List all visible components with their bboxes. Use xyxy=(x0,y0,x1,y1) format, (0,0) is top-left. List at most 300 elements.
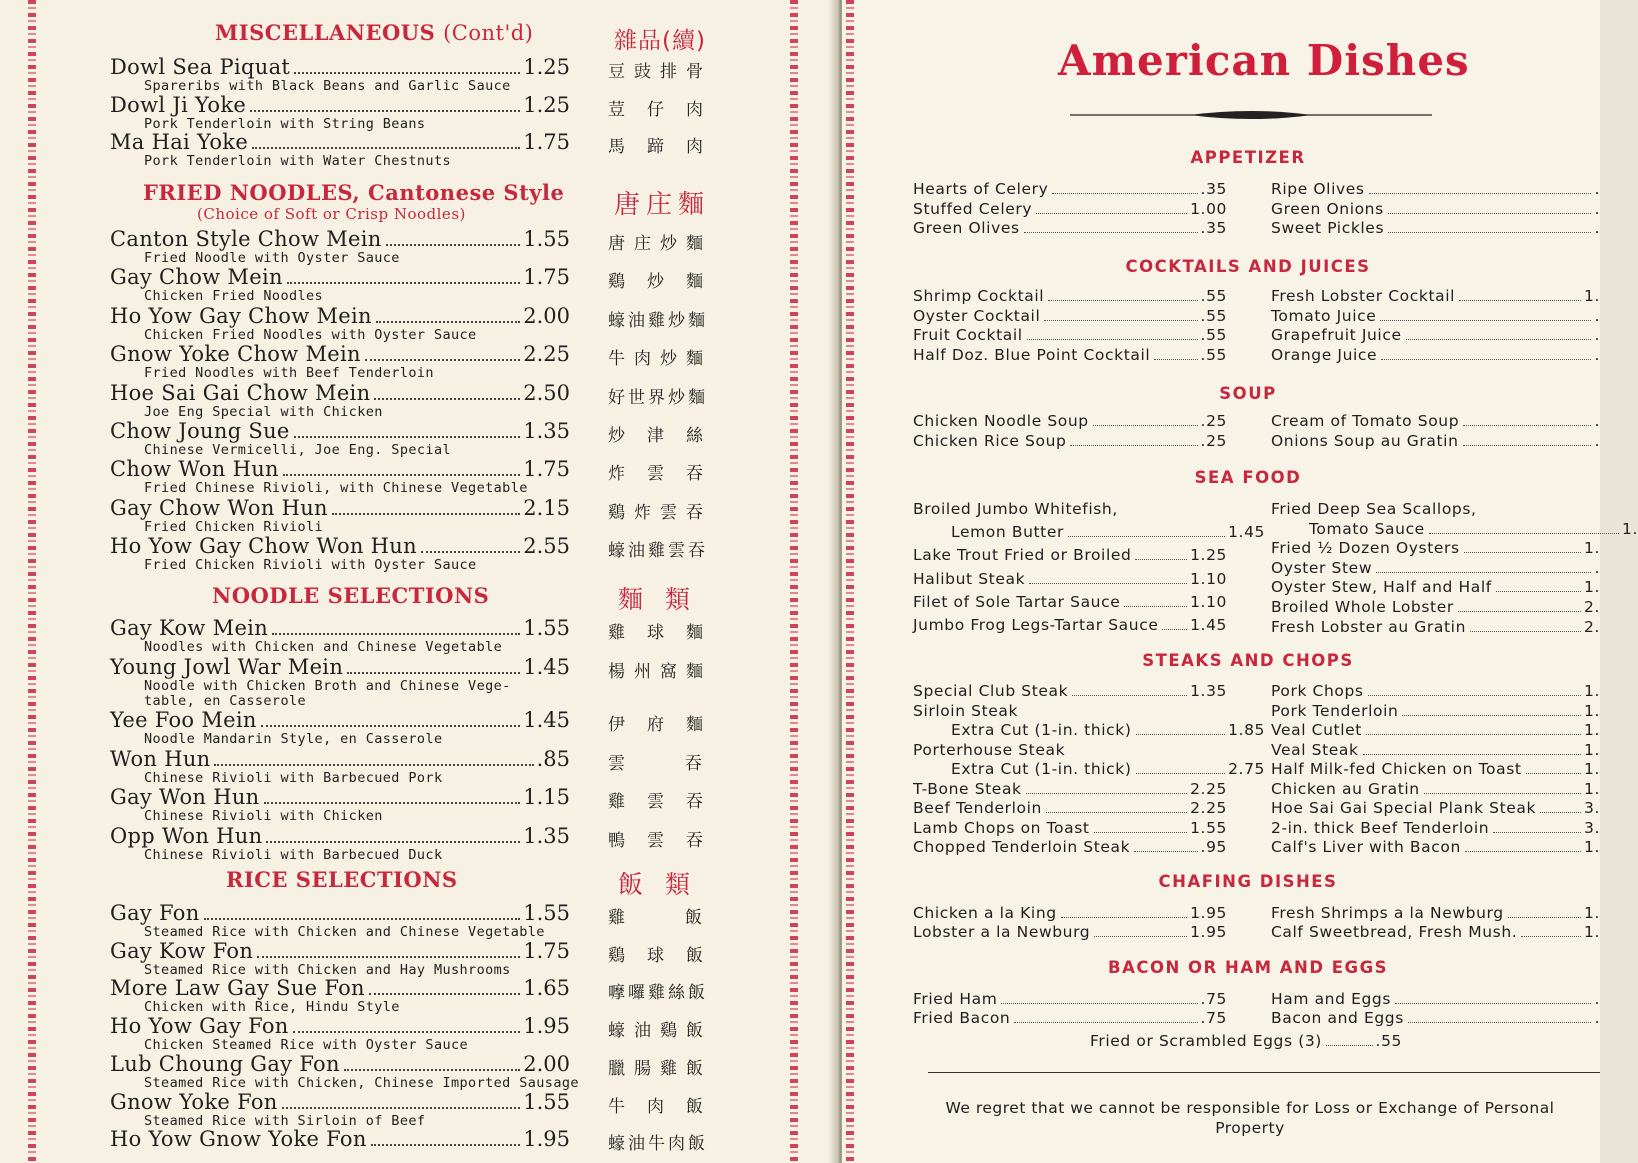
dot-leader xyxy=(421,551,520,553)
dish-name: Opp Won Hun xyxy=(110,823,263,848)
dot-leader xyxy=(282,1107,521,1109)
dish-price: 1. xyxy=(1584,838,1600,856)
menu-item-row xyxy=(110,825,570,848)
menu-item-row xyxy=(110,420,570,443)
dish-chinese-name: 炸雲吞 xyxy=(608,464,725,485)
dish-name: Oyster Cocktail xyxy=(913,306,1041,325)
dish-name: Yee Foo Mein xyxy=(110,708,257,732)
dish-price: 2.50 xyxy=(523,380,570,405)
american-dish xyxy=(1271,618,1600,637)
dish-price: . xyxy=(1594,345,1600,364)
dot-leader xyxy=(1376,572,1591,573)
american-dish xyxy=(1271,760,1600,779)
dish-name: Lobster a la Newburg xyxy=(913,923,1091,941)
menu-item-row xyxy=(110,458,570,481)
dot-leader xyxy=(1368,695,1581,696)
section-heading-seafood: SEA FOOD xyxy=(1194,468,1302,487)
dish-price: . xyxy=(1594,219,1600,237)
dish-price: 1.45 xyxy=(1190,616,1227,634)
dish-chinese-name: 鷄炒麵 xyxy=(608,272,725,293)
menu-item-row xyxy=(110,56,570,79)
dish-description: Chinese Rivioli with Chicken xyxy=(144,808,383,824)
noodle-selections-title: NOODLE SELECTIONS xyxy=(212,583,490,608)
american-dish xyxy=(913,741,1227,760)
dot-leader xyxy=(369,993,520,995)
american-dish xyxy=(1271,904,1600,923)
dish-price: 1.10 xyxy=(1190,569,1227,588)
menu-item xyxy=(110,709,570,747)
american-dish xyxy=(913,200,1227,219)
menu-item xyxy=(110,748,570,786)
dot-leader xyxy=(1094,936,1187,937)
dot-leader xyxy=(294,436,521,438)
menu-item xyxy=(110,497,570,535)
dish-name: Chicken Rice Soup xyxy=(913,432,1067,450)
dish-price: .75 xyxy=(1200,990,1227,1008)
dish-name: Lemon Butter xyxy=(951,523,1064,542)
dot-leader xyxy=(266,841,520,843)
dish-description: Fried Chicken Rivioli with Oyster Sauce xyxy=(144,557,477,574)
dot-leader xyxy=(1408,1022,1592,1023)
dot-leader xyxy=(365,359,520,361)
dish-name: Beef Tenderloin xyxy=(913,799,1042,817)
dish-price: 1. xyxy=(1584,578,1600,597)
dot-leader xyxy=(1465,851,1581,852)
dot-leader xyxy=(1496,591,1581,592)
menu-item-row xyxy=(110,1015,570,1038)
dish-name: Ho Yow Gay Chow Won Hun xyxy=(110,534,417,559)
dish-name: Young Jowl War Mein xyxy=(110,654,344,679)
dish-name: Stuffed Celery xyxy=(913,199,1033,218)
dish-name: Canton Style Chow Mein xyxy=(110,227,382,251)
dish-price: 2.55 xyxy=(523,534,570,559)
dish-price: 1. xyxy=(1584,904,1600,922)
american-dish xyxy=(913,346,1227,365)
dish-chinese-name: 荳仔肉 xyxy=(608,99,725,120)
dish-chinese-name: 雞球麵 xyxy=(608,623,725,643)
dot-leader xyxy=(272,633,520,635)
dot-leader xyxy=(204,918,521,920)
menu-item xyxy=(110,786,570,824)
dot-leader xyxy=(1044,320,1197,321)
american-dish xyxy=(913,838,1227,857)
dish-price: 1. xyxy=(1584,760,1600,778)
dish-price: . xyxy=(1594,1009,1600,1027)
american-dish xyxy=(913,616,1227,635)
dish-chinese-name: 唐庄炒麵 xyxy=(608,234,712,254)
dot-leader xyxy=(1366,734,1581,735)
menu-item-row xyxy=(110,305,570,328)
dish-price: 1.45 xyxy=(1228,523,1265,542)
dish-name: Chow Joung Sue xyxy=(110,419,290,443)
dot-leader xyxy=(1136,734,1226,735)
american-dish xyxy=(913,990,1227,1009)
dot-leader xyxy=(1068,536,1225,537)
dish-price: .75 xyxy=(1200,1009,1227,1027)
dish-description: Noodle Mandarin Style, en Casserole xyxy=(144,731,443,747)
menu-item-row xyxy=(110,902,570,925)
dish-name: Fried or Scrambled Eggs (3) xyxy=(1090,1032,1322,1050)
dish-name: Broiled Jumbo Whitefish, xyxy=(913,500,1118,518)
menu-item xyxy=(110,825,570,863)
dish-chinese-name: 雞飯 xyxy=(608,908,762,928)
american-dish xyxy=(1271,682,1600,701)
dish-name: Ripe Olives xyxy=(1271,180,1365,198)
dish-chinese-name: 馬蹄肉 xyxy=(608,137,725,157)
dot-leader xyxy=(1429,533,1619,534)
dot-leader xyxy=(1369,193,1592,194)
dish-name: Half Milk-fed Chicken on Toast xyxy=(1271,760,1522,778)
dish-name: Gay Won Hun xyxy=(110,785,260,809)
american-dish xyxy=(1271,819,1600,838)
dish-name: Veal Steak xyxy=(1271,740,1359,759)
dish-chinese-name: 蠔油牛肉飯 xyxy=(608,1134,708,1155)
american-dish xyxy=(1271,1009,1600,1028)
dish-name: Gnow Yoke Fon xyxy=(110,1089,278,1114)
menu-item xyxy=(110,535,570,573)
menu-item-row xyxy=(110,1128,570,1151)
dot-leader xyxy=(264,802,521,804)
dish-name: Ho Yow Gay Fon xyxy=(110,1014,289,1039)
dish-price: 1.55 xyxy=(1190,818,1227,837)
dot-leader xyxy=(1388,213,1592,214)
fried-noodles-subtitle: (Choice of Soft or Crisp Noodles) xyxy=(197,205,466,223)
dish-description: Chicken Steamed Rice with Oyster Sauce xyxy=(144,1037,469,1054)
dish-price: . xyxy=(1594,180,1600,198)
dish-name: Special Club Steak xyxy=(913,682,1069,700)
american-dish xyxy=(1271,520,1638,539)
dish-name: Fried Bacon xyxy=(913,1009,1011,1027)
dish-price: 1.95 xyxy=(523,1127,570,1152)
dish-price: 1. xyxy=(1622,519,1638,538)
dish-name: Won Hun xyxy=(110,746,211,771)
dot-leader xyxy=(1026,793,1187,794)
american-dish xyxy=(1271,200,1600,219)
dish-name: Filet of Sole Tartar Sauce xyxy=(913,592,1121,611)
dish-description: Chicken Fried Noodles with Oyster Sauce xyxy=(144,326,477,343)
dish-price: 1.25 xyxy=(1190,546,1227,565)
dot-leader xyxy=(1024,232,1198,233)
dish-price: .55 xyxy=(1200,306,1227,325)
dish-price: .55 xyxy=(1200,287,1227,305)
dish-description: Steamed Rice with Chicken and Hay Mushrooms xyxy=(144,961,511,978)
menu-item xyxy=(110,266,570,304)
dish-price: .35 xyxy=(1200,219,1227,237)
dish-name: Grapefruit Juice xyxy=(1271,326,1402,345)
dish-name: Lake Trout Fried or Broiled xyxy=(913,546,1132,565)
dot-leader xyxy=(374,398,520,400)
dish-price: 1.15 xyxy=(523,785,570,809)
american-dish xyxy=(913,923,1227,942)
dish-price: 2.25 xyxy=(1190,779,1227,798)
american-dish xyxy=(913,546,1227,565)
american-dish xyxy=(1271,180,1600,199)
dot-leader xyxy=(1459,300,1581,301)
dish-price: 1.75 xyxy=(523,938,570,963)
american-dish xyxy=(1271,702,1600,721)
dish-price: 2. xyxy=(1584,598,1600,616)
dish-description: Chinese Vermicelli, Joe Eng. Special xyxy=(144,442,451,458)
dot-leader xyxy=(252,147,520,149)
menu-item xyxy=(110,1015,570,1053)
dish-chinese-name: 炒津絲 xyxy=(608,426,725,446)
footer-notice: We regret that we cannot be responsible for Loss or Exchange of Personal Property xyxy=(945,1099,1555,1137)
dot-leader xyxy=(214,764,533,766)
dish-description: Steamed Rice with Sirloin of Beef xyxy=(144,1112,426,1129)
dish-chinese-name: 豆豉排骨 xyxy=(608,62,712,82)
american-dish xyxy=(913,1009,1227,1028)
dish-price: 1.85 xyxy=(1228,721,1265,739)
menu-item xyxy=(110,940,570,978)
dish-name: Hearts of Celery xyxy=(913,180,1049,198)
dot-leader xyxy=(261,725,521,727)
dish-chinese-name: 鴨雲吞 xyxy=(608,830,725,851)
dish-description: table, en Casserole xyxy=(144,692,307,709)
rice-selections-title: RICE SELECTIONS xyxy=(226,867,458,892)
menu-item xyxy=(110,977,570,1015)
menu-item-row xyxy=(110,94,570,117)
dish-price: 1. xyxy=(1584,779,1600,798)
dot-leader xyxy=(347,672,520,674)
dish-description: Steamed Rice with Chicken and Chinese Vegetable xyxy=(144,924,545,940)
dish-name: Half Doz. Blue Point Cocktail xyxy=(913,345,1151,364)
dish-price: 1.35 xyxy=(523,419,570,443)
dish-name: Hoe Sai Gai Special Plank Steak xyxy=(1271,799,1537,817)
american-dish xyxy=(913,780,1227,799)
section-heading-chafing: CHAFING DISHES xyxy=(1158,872,1338,891)
menu-item xyxy=(110,656,570,709)
dot-leader xyxy=(1048,300,1197,301)
section-heading-soup: SOUP xyxy=(1219,384,1277,403)
dish-name: Ham and Eggs xyxy=(1271,990,1392,1008)
dish-name: Ho Yow Gnow Yoke Fon xyxy=(110,1127,367,1152)
american-dish xyxy=(1271,432,1600,451)
dish-price: . xyxy=(1594,412,1600,430)
american-dish xyxy=(1271,287,1600,306)
dot-leader xyxy=(1381,359,1591,360)
dish-name: Chicken a la King xyxy=(913,904,1057,922)
dot-leader xyxy=(293,1031,521,1033)
footer-rule xyxy=(928,1072,1600,1073)
dish-name: Lub Choung Gay Fon xyxy=(110,1051,340,1076)
dish-name: Veal Cutlet xyxy=(1271,721,1362,739)
dish-chinese-name: 鷄炸雲吞 xyxy=(608,502,712,523)
dish-price: 1.75 xyxy=(523,130,570,154)
menu-item-row xyxy=(110,1053,570,1076)
dish-description: Pork Tenderloin with String Beans xyxy=(144,115,426,132)
dish-name: Fresh Shrimps a la Newburg xyxy=(1271,904,1504,922)
dish-name: Ho Yow Gay Chow Mein xyxy=(110,303,372,328)
menu-item xyxy=(110,131,570,169)
american-dish xyxy=(1271,990,1600,1009)
dish-name: More Law Gay Sue Fon xyxy=(110,976,365,1001)
dish-name: Tomato Juice xyxy=(1271,306,1377,325)
dot-leader xyxy=(294,72,520,74)
american-dish xyxy=(913,702,1227,721)
dish-name: Fruit Cocktail xyxy=(913,326,1023,345)
section-heading-eggs: BACON OR HAM AND EGGS xyxy=(1107,958,1389,977)
dish-name: Gay Fon xyxy=(110,901,200,925)
dish-price: .55 xyxy=(1375,1032,1402,1050)
menu-item-row xyxy=(110,977,570,1000)
dish-description: Chicken with Rice, Hindu Style xyxy=(144,999,400,1016)
dish-description: Chinese Rivioli with Barbecued Pork xyxy=(144,769,443,786)
dish-price: 1.00 xyxy=(1190,199,1227,218)
dish-price: 2.00 xyxy=(523,303,570,328)
dish-name: Fresh Lobster Cocktail xyxy=(1271,287,1456,305)
rope-border-left xyxy=(28,0,36,1163)
american-dish xyxy=(1271,721,1600,740)
dot-leader xyxy=(1521,936,1581,937)
american-dish xyxy=(913,523,1265,542)
dish-price: 3. xyxy=(1584,799,1600,817)
dot-leader xyxy=(1036,213,1187,214)
dish-chinese-name: 蠔油雞炒麵 xyxy=(608,310,708,331)
misc-section-chinese: 雜品(續) xyxy=(614,28,706,54)
american-dish xyxy=(1271,838,1600,857)
menu-item-row xyxy=(110,1091,570,1114)
dish-chinese-name: 蠔油雞雲吞 xyxy=(608,541,708,562)
menu-item-row xyxy=(110,497,570,520)
menu-item xyxy=(110,1091,570,1129)
dish-name: Green Onions xyxy=(1271,199,1384,218)
menu-item xyxy=(110,1051,579,1091)
dish-name: Chicken au Gratin xyxy=(1271,779,1420,798)
dish-name: Green Olives xyxy=(913,219,1020,237)
dot-leader xyxy=(283,474,520,476)
dish-description: Fried Chicken Rivioli xyxy=(144,518,324,535)
dish-name: Fried Ham xyxy=(913,990,998,1008)
dish-name: Dowl Sea Piquat xyxy=(110,55,291,79)
dish-price: 1.45 xyxy=(523,708,570,732)
american-dishes-title: American Dishes xyxy=(1058,36,1470,85)
dish-price: . xyxy=(1594,326,1600,345)
dish-price: 1.95 xyxy=(1190,923,1227,941)
dish-name: Fresh Lobster au Gratin xyxy=(1271,617,1466,636)
dish-chinese-name: 雲吞 xyxy=(608,753,762,774)
title-flourish xyxy=(1070,108,1432,122)
dot-leader xyxy=(1526,773,1581,774)
dish-price: 2.25 xyxy=(1190,799,1227,817)
dish-price: 2.00 xyxy=(523,1051,570,1076)
dish-name: Sirloin Steak xyxy=(913,701,1019,720)
dish-price: 1. xyxy=(1584,721,1600,739)
american-dish xyxy=(1090,1032,1402,1051)
dot-leader xyxy=(371,1144,521,1146)
section-heading-cocktails: COCKTAILS AND JUICES xyxy=(1125,257,1371,276)
dot-leader xyxy=(1134,851,1197,852)
american-dish xyxy=(1271,412,1600,431)
dot-leader xyxy=(257,956,520,958)
fried-noodles-chinese: 唐庄麵 xyxy=(614,190,711,220)
dot-leader xyxy=(1052,193,1197,194)
dot-leader xyxy=(1135,559,1187,560)
menu-item xyxy=(110,458,570,496)
dish-description: Steamed Rice with Chicken, Chinese Imported Sausage xyxy=(144,1074,579,1091)
dot-leader xyxy=(1124,606,1187,607)
menu-item xyxy=(110,617,570,655)
dot-leader xyxy=(1463,445,1592,446)
dot-leader xyxy=(1094,832,1188,833)
dot-leader xyxy=(1406,339,1592,340)
dish-price: . xyxy=(1594,990,1600,1008)
dish-price: .25 xyxy=(1200,432,1227,450)
dish-price: 1.45 xyxy=(523,654,570,679)
dot-leader xyxy=(1424,793,1581,794)
dish-chinese-name: 臘腸雞飯 xyxy=(608,1058,712,1079)
misc-section-title: MISCELLANEOUS (Cont'd) xyxy=(215,20,534,45)
dot-leader xyxy=(1154,359,1197,360)
dish-price: .95 xyxy=(1200,838,1227,856)
dish-description: Joe Eng Special with Chicken xyxy=(144,403,383,420)
dot-leader xyxy=(1363,754,1581,755)
dish-name: Calf Sweetbread, Fresh Mush. xyxy=(1271,923,1518,941)
dish-name: Sweet Pickles xyxy=(1271,219,1385,237)
dish-price: 3. xyxy=(1584,818,1600,837)
dish-price: 1. xyxy=(1584,701,1600,720)
dot-leader xyxy=(1093,425,1198,426)
dish-name: Gay Kow Mein xyxy=(110,616,269,640)
dish-name: Bacon and Eggs xyxy=(1271,1009,1404,1027)
dish-name: Gay Chow Mein xyxy=(110,265,283,290)
dish-price: 2.75 xyxy=(1228,760,1265,778)
menu-item xyxy=(110,305,570,343)
menu-item-row xyxy=(110,709,570,732)
american-dish xyxy=(1271,799,1600,818)
dot-leader xyxy=(1061,917,1187,918)
american-dish xyxy=(913,287,1227,306)
american-dish xyxy=(913,682,1227,701)
dot-leader xyxy=(1470,631,1581,632)
dot-leader xyxy=(1380,320,1591,321)
dot-leader xyxy=(1027,339,1198,340)
dot-leader xyxy=(250,110,520,112)
dish-name: Jumbo Frog Legs-Tartar Sauce xyxy=(913,616,1159,634)
dish-description: Chicken Fried Noodles xyxy=(144,288,324,305)
rope-border-right xyxy=(790,0,798,1163)
dot-leader xyxy=(1493,832,1581,833)
dish-price: 1. xyxy=(1584,682,1600,700)
dot-leader xyxy=(1388,232,1591,233)
american-dish xyxy=(913,432,1227,451)
dish-price: 1.55 xyxy=(523,901,570,925)
american-dish xyxy=(913,819,1227,838)
dish-name: Cream of Tomato Soup xyxy=(1271,412,1460,430)
dish-price: 1.55 xyxy=(523,227,570,251)
dot-leader xyxy=(1326,1045,1373,1046)
dish-name: Gnow Yoke Chow Mein xyxy=(110,342,361,367)
menu-item xyxy=(110,343,570,381)
dish-name: Gay Kow Fon xyxy=(110,938,254,963)
dish-name: Ma Hai Yoke xyxy=(110,130,249,154)
dot-leader xyxy=(1001,1003,1197,1004)
dish-price: . xyxy=(1594,199,1600,218)
rice-selections-chinese: 飯類 xyxy=(618,870,713,899)
american-dish xyxy=(1271,578,1600,597)
american-dish xyxy=(913,570,1227,589)
dish-name: Fried Deep Sea Scallops, xyxy=(1271,500,1477,518)
menu-item-row xyxy=(110,748,570,771)
american-dish xyxy=(913,412,1227,431)
american-dish xyxy=(1271,923,1600,942)
dish-description: Pork Tenderloin with Water Chestnuts xyxy=(144,153,451,169)
dot-leader xyxy=(1046,812,1187,813)
dish-price: 1.25 xyxy=(523,55,570,79)
menu-item xyxy=(110,56,570,94)
fried-noodles-title: FRIED NOODLES, Cantonese Style xyxy=(143,180,565,205)
dish-name: Oyster Stew xyxy=(1271,558,1373,577)
dish-description: Noodle with Chicken Broth and Chinese Vege- xyxy=(144,677,511,694)
